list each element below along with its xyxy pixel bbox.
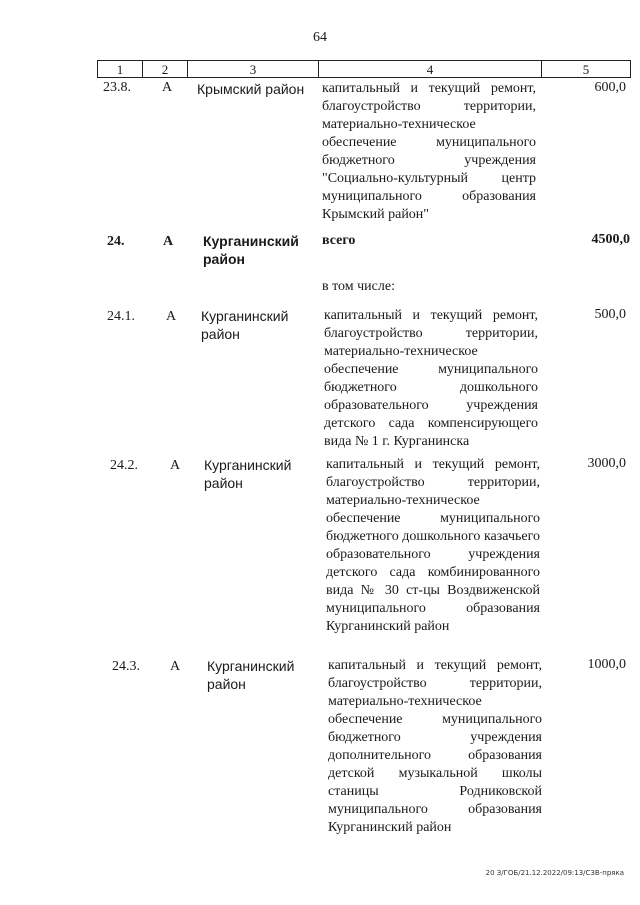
row-district: Курганинский район xyxy=(201,308,289,342)
row-description: капитальный и текущий ремонт, благоустройство территории, материально-техническое обеспечение муниципального бюджетного учреждения "Социально-культурный центр муниципального образования Крымский район" xyxy=(322,81,536,222)
page-number: 64 xyxy=(313,30,327,45)
row-number: 24. xyxy=(107,234,125,249)
row-number: 24.3. xyxy=(112,659,140,674)
row-number: 24.2. xyxy=(110,458,138,473)
row-description: капитальный и текущий ремонт, благоустройство территории, материально-техническое обеспечение муниципального бюджетного дошкольного образовательного учреждения детского сада компенсирующего вида № 1 г. Курганинска xyxy=(324,308,538,449)
column-header-1: 1 xyxy=(98,61,143,77)
row-number: 23.8. xyxy=(103,80,131,95)
row-district: Крымский район xyxy=(197,81,305,97)
row-type: А xyxy=(163,234,174,249)
including-label: в том числе: xyxy=(322,279,395,294)
column-header-5: 5 xyxy=(582,62,590,77)
row-district: Курганинский район xyxy=(204,457,292,491)
row-type: А xyxy=(170,458,181,473)
column-header-3: 3 xyxy=(188,61,319,77)
row-type: А xyxy=(166,309,177,324)
row-description: капитальный и текущий ремонт, благоустройство территории, материально-техническое обеспечение муниципального бюджетного учреждения дополнительного образования детской музыкальной школы станицы Родниковской муниципального образования Курганинский район xyxy=(328,658,542,835)
column-header-4: 4 xyxy=(319,61,542,77)
row-amount: 500,0 xyxy=(594,307,626,322)
row-description: капитальный и текущий ремонт, благоустройство территории, материально-техническое обеспечение муниципального бюджетного дошкольного казачьего образовательного учреждения детского сада комбинированного вида № 30 ст-цы Воздвиженской муниципального образования Курганинский район xyxy=(326,457,540,634)
row-type: А xyxy=(162,80,173,95)
row-description: всего xyxy=(322,233,356,248)
column-header-row xyxy=(97,60,631,78)
row-type: А xyxy=(170,659,181,674)
row-amount: 1000,0 xyxy=(587,657,626,672)
row-amount: 3000,0 xyxy=(587,456,626,471)
row-district: Курганинский район xyxy=(203,233,299,267)
row-number: 24.1. xyxy=(107,309,135,324)
row-district: Курганинский район xyxy=(207,658,295,692)
column-header-2: 2 xyxy=(143,61,188,77)
row-amount: 4500,0 xyxy=(591,232,630,247)
row-amount: 600,0 xyxy=(594,80,626,95)
document-code: 20 З/ГОБ/21.12.2022/09:13/СЗВ-пряка xyxy=(485,869,624,877)
